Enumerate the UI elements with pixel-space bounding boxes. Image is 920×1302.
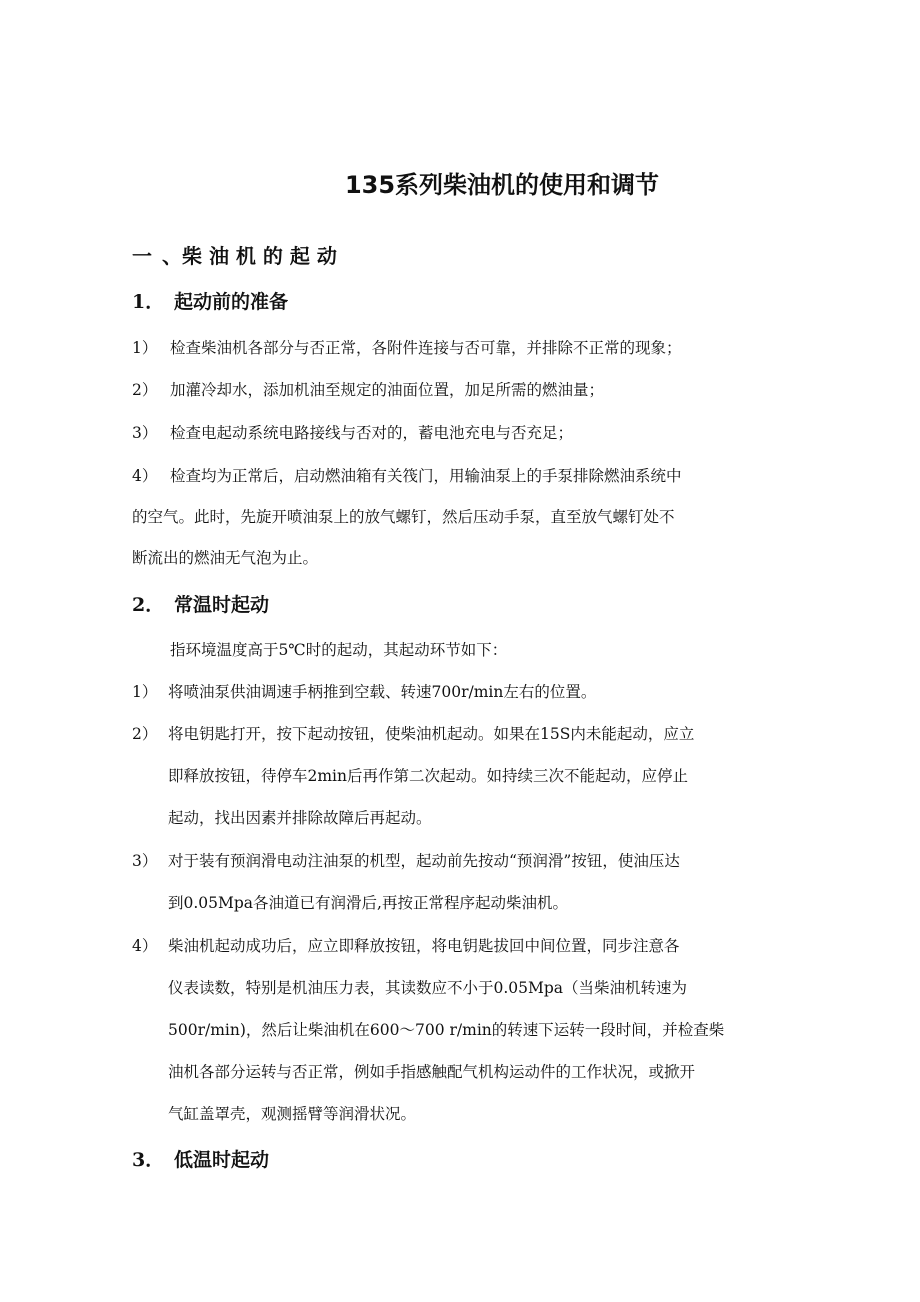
paragraph-line: 断流出的燃油无气泡为止。 xyxy=(132,549,319,567)
paragraph-line: 的空气。此时，先旋开喷油泵上的放气螺钉，然后压动手泵，直至放气螺钉处不 xyxy=(132,508,675,526)
paragraph-line: 气缸盖罩壳，观测摇臂等润滑状况。 xyxy=(168,1105,417,1123)
section-number: 一 xyxy=(132,244,152,268)
subsection-label: 起动前的准备 xyxy=(174,291,289,313)
list-item: 3） 对于装有预润滑电动注油泵的机型，起动前先按动“预润滑”按钮，使油压达 xyxy=(132,852,680,870)
list-item: 4） 柴油机起动成功后，应立即释放按钮，将电钥匙拔回中间位置，同步注意各 xyxy=(132,937,680,955)
section-label: 、柴 油 机 的 起 动 xyxy=(162,244,337,268)
paragraph-line: 即释放按钮，待停车2min后再作第二次起动。如持续三次不能起动，应停止 xyxy=(168,767,689,785)
section-heading xyxy=(132,242,337,270)
list-item: 2） 将电钥匙打开，按下起动按钮，使柴油机起动。如果在15S内未能起动，应立 xyxy=(132,725,695,743)
paragraph-line: 油机各部分运转与否正常，例如手指感触配气机构运动件的工作状况，或掀开 xyxy=(168,1063,696,1081)
page-title: 135系列柴油机的使用和调节 xyxy=(344,171,660,199)
paragraph-line: 到0.05Mpa各油道已有润滑后,再按正常程序起动柴油机。 xyxy=(168,894,568,912)
list-item: 1） 检查柴油机各部分与否正常，各附件连接与否可靠，并排除不正常的现象； xyxy=(132,339,682,357)
list-item: 2） 加灌冷却水，添加机油至规定的油面位置，加足所需的燃油量； xyxy=(132,381,605,399)
subsection-heading-3 xyxy=(132,1147,269,1173)
subsection-number: 1． xyxy=(132,291,165,313)
subsection-heading-1 xyxy=(132,289,288,315)
subsection-heading-2 xyxy=(132,592,269,618)
paragraph-line: 仪表读数，特别是机油压力表，其读数应不小于0.05Mpa（当柴油机转速为 xyxy=(168,979,688,997)
paragraph-line: 起动，找出因素并排除故障后再起动。 xyxy=(168,809,432,827)
subsection-label: 常温时起动 xyxy=(174,594,270,616)
list-item: 4） 检查均为正常后，启动燃油箱有关筏门，用输油泵上的手泵排除燃油系统中 xyxy=(132,467,682,485)
paragraph-line: 500r/min)，然后让柴油机在600～700 r/min的转速下运转一段时间，并检查柴 xyxy=(168,1021,725,1039)
subsection-number: 2． xyxy=(132,594,165,616)
intro-paragraph: 指环境温度高于5℃时的起动，其起动环节如下： xyxy=(170,641,508,659)
list-item: 3） 检查电起动系统电路接线与否对的，蓄电池充电与否充足； xyxy=(132,424,574,442)
subsection-label: 低温时起动 xyxy=(174,1149,270,1171)
list-item: 1） 将喷油泵供油调速手柄推到空载、转速700r/min左右的位置。 xyxy=(132,683,597,701)
subsection-number: 3． xyxy=(132,1149,165,1171)
